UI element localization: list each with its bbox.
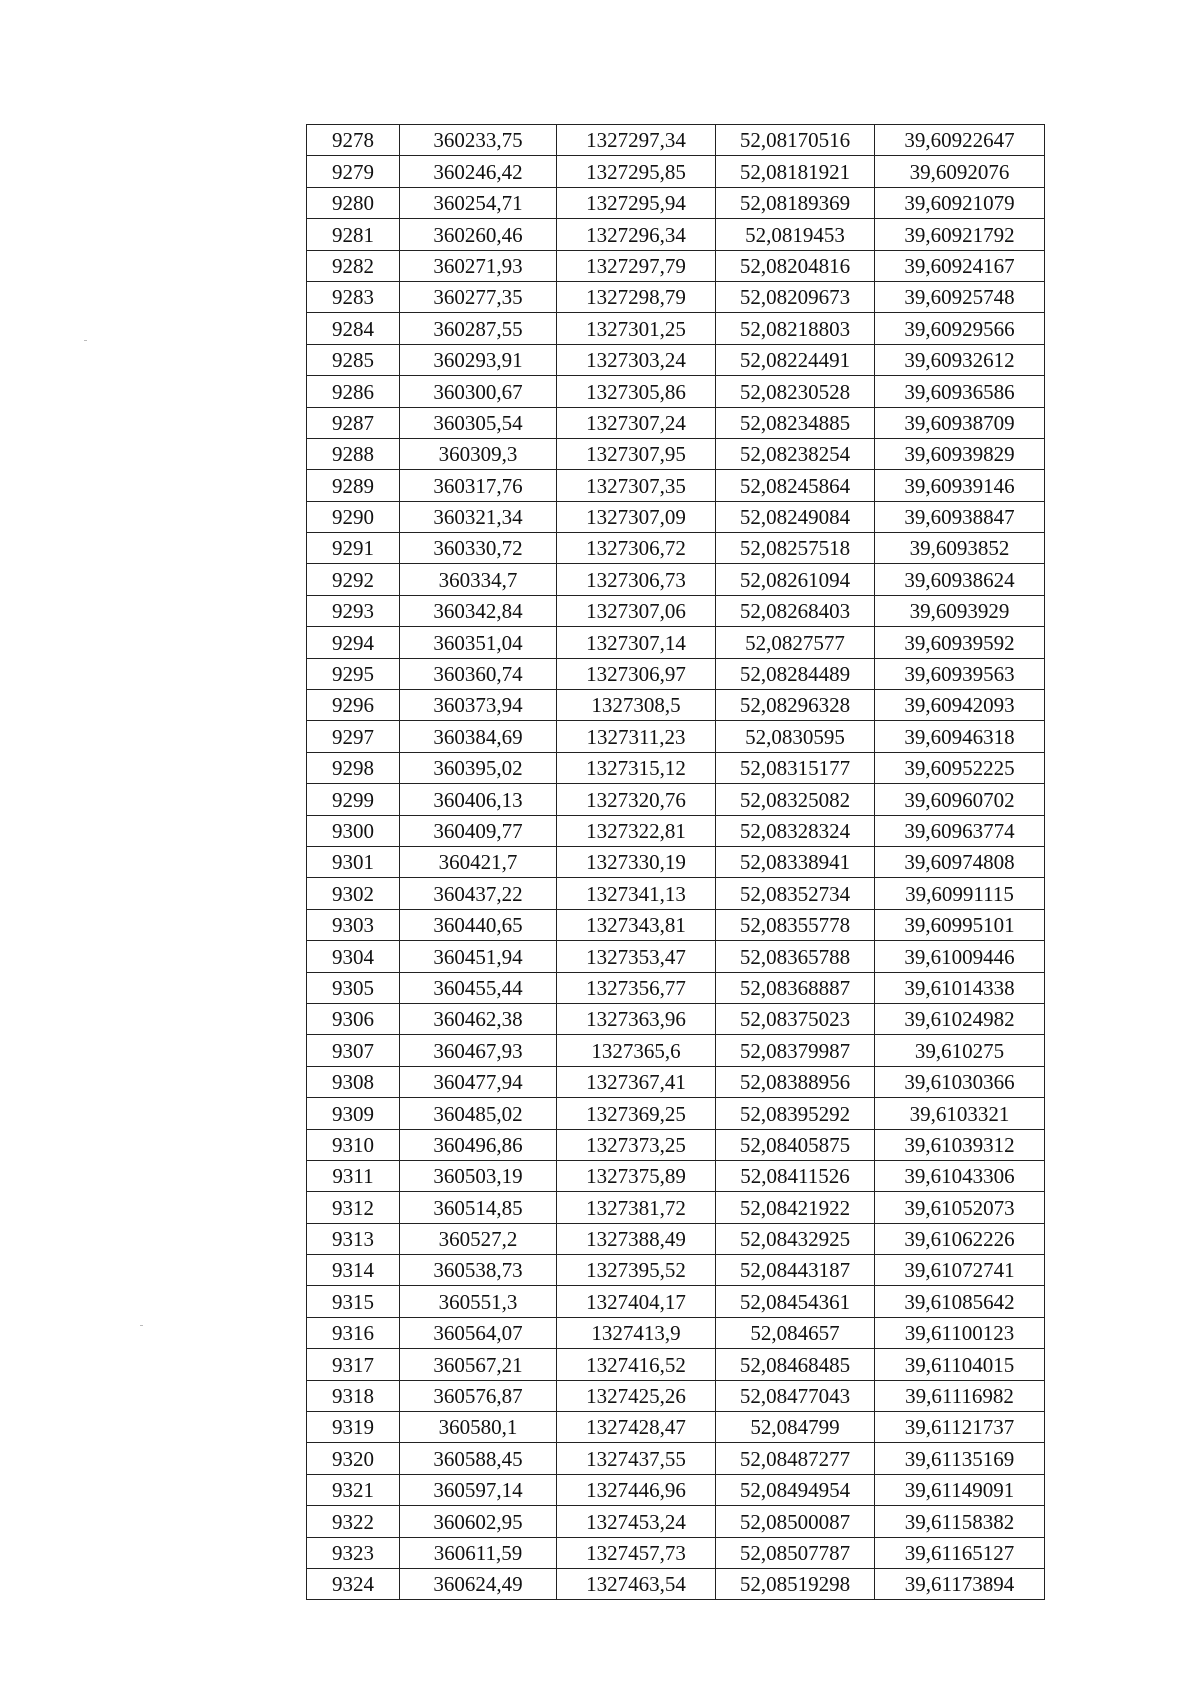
table-row: [307, 752, 1045, 783]
point-number-cell: 9323: [307, 1537, 400, 1568]
x-coordinate-cell: 360260,46: [400, 219, 557, 250]
table-row: [307, 1349, 1045, 1380]
latitude-cell: 52,08352734: [716, 878, 875, 909]
longitude-cell: 39,61100123: [875, 1317, 1045, 1348]
point-number-cell: 9303: [307, 909, 400, 940]
table-row: [307, 595, 1045, 626]
latitude-cell: 52,08328324: [716, 815, 875, 846]
point-number-cell: 9313: [307, 1223, 400, 1254]
longitude-cell: 39,61121737: [875, 1412, 1045, 1443]
longitude-cell: 39,61030366: [875, 1066, 1045, 1097]
latitude-cell: 52,0830595: [716, 721, 875, 752]
y-coordinate-cell: 1327307,14: [557, 627, 716, 658]
longitude-cell: 39,61149091: [875, 1474, 1045, 1505]
table-row: [307, 313, 1045, 344]
table-row: [307, 878, 1045, 909]
y-coordinate-cell: 1327306,97: [557, 658, 716, 689]
y-coordinate-cell: 1327367,41: [557, 1066, 716, 1097]
x-coordinate-cell: 360406,13: [400, 784, 557, 815]
point-number-cell: 9287: [307, 407, 400, 438]
latitude-cell: 52,08234885: [716, 407, 875, 438]
latitude-cell: 52,08204816: [716, 250, 875, 281]
latitude-cell: 52,08284489: [716, 658, 875, 689]
latitude-cell: 52,08296328: [716, 690, 875, 721]
point-number-cell: 9301: [307, 846, 400, 877]
point-number-cell: 9317: [307, 1349, 400, 1380]
x-coordinate-cell: 360287,55: [400, 313, 557, 344]
point-number-cell: 9315: [307, 1286, 400, 1317]
table-row: [307, 1160, 1045, 1191]
longitude-cell: 39,60939592: [875, 627, 1045, 658]
longitude-cell: 39,60995101: [875, 909, 1045, 940]
longitude-cell: 39,60946318: [875, 721, 1045, 752]
x-coordinate-cell: 360462,38: [400, 1003, 557, 1034]
y-coordinate-cell: 1327296,34: [557, 219, 716, 250]
table-row: [307, 407, 1045, 438]
latitude-cell: 52,08249084: [716, 501, 875, 532]
point-number-cell: 9320: [307, 1443, 400, 1474]
latitude-cell: 52,08507787: [716, 1537, 875, 1568]
y-coordinate-cell: 1327295,94: [557, 187, 716, 218]
x-coordinate-cell: 360309,3: [400, 438, 557, 469]
x-coordinate-cell: 360485,02: [400, 1098, 557, 1129]
latitude-cell: 52,08477043: [716, 1380, 875, 1411]
x-coordinate-cell: 360373,94: [400, 690, 557, 721]
x-coordinate-cell: 360305,54: [400, 407, 557, 438]
coordinate-table-body: [307, 125, 1045, 1600]
x-coordinate-cell: 360567,21: [400, 1349, 557, 1380]
latitude-cell: 52,08388956: [716, 1066, 875, 1097]
y-coordinate-cell: 1327395,52: [557, 1255, 716, 1286]
scan-speck: [140, 1325, 143, 1326]
y-coordinate-cell: 1327369,25: [557, 1098, 716, 1129]
x-coordinate-cell: 360421,7: [400, 846, 557, 877]
x-coordinate-cell: 360527,2: [400, 1223, 557, 1254]
latitude-cell: 52,08338941: [716, 846, 875, 877]
x-coordinate-cell: 360514,85: [400, 1192, 557, 1223]
table-row: [307, 1412, 1045, 1443]
point-number-cell: 9308: [307, 1066, 400, 1097]
y-coordinate-cell: 1327307,06: [557, 595, 716, 626]
point-number-cell: 9305: [307, 972, 400, 1003]
longitude-cell: 39,61104015: [875, 1349, 1045, 1380]
longitude-cell: 39,61062226: [875, 1223, 1045, 1254]
table-row: [307, 1098, 1045, 1129]
point-number-cell: 9298: [307, 752, 400, 783]
longitude-cell: 39,61024982: [875, 1003, 1045, 1034]
point-number-cell: 9289: [307, 470, 400, 501]
latitude-cell: 52,08325082: [716, 784, 875, 815]
longitude-cell: 39,6103321: [875, 1098, 1045, 1129]
table-row: [307, 470, 1045, 501]
y-coordinate-cell: 1327306,73: [557, 564, 716, 595]
y-coordinate-cell: 1327365,6: [557, 1035, 716, 1066]
latitude-cell: 52,084799: [716, 1412, 875, 1443]
longitude-cell: 39,61158382: [875, 1506, 1045, 1537]
x-coordinate-cell: 360624,49: [400, 1568, 557, 1599]
table-row: [307, 784, 1045, 815]
latitude-cell: 52,08257518: [716, 533, 875, 564]
point-number-cell: 9318: [307, 1380, 400, 1411]
point-number-cell: 9316: [307, 1317, 400, 1348]
x-coordinate-cell: 360564,07: [400, 1317, 557, 1348]
point-number-cell: 9312: [307, 1192, 400, 1223]
x-coordinate-cell: 360440,65: [400, 909, 557, 940]
latitude-cell: 52,08454361: [716, 1286, 875, 1317]
latitude-cell: 52,08189369: [716, 187, 875, 218]
y-coordinate-cell: 1327322,81: [557, 815, 716, 846]
y-coordinate-cell: 1327353,47: [557, 941, 716, 972]
y-coordinate-cell: 1327416,52: [557, 1349, 716, 1380]
point-number-cell: 9290: [307, 501, 400, 532]
x-coordinate-cell: 360254,71: [400, 187, 557, 218]
latitude-cell: 52,08379987: [716, 1035, 875, 1066]
table-row: [307, 219, 1045, 250]
longitude-cell: 39,61072741: [875, 1255, 1045, 1286]
y-coordinate-cell: 1327306,72: [557, 533, 716, 564]
longitude-cell: 39,61173894: [875, 1568, 1045, 1599]
longitude-cell: 39,60932612: [875, 344, 1045, 375]
table-row: [307, 1192, 1045, 1223]
table-row: [307, 909, 1045, 940]
y-coordinate-cell: 1327446,96: [557, 1474, 716, 1505]
x-coordinate-cell: 360602,95: [400, 1506, 557, 1537]
latitude-cell: 52,08421922: [716, 1192, 875, 1223]
point-number-cell: 9324: [307, 1568, 400, 1599]
point-number-cell: 9285: [307, 344, 400, 375]
x-coordinate-cell: 360611,59: [400, 1537, 557, 1568]
longitude-cell: 39,60952225: [875, 752, 1045, 783]
x-coordinate-cell: 360551,3: [400, 1286, 557, 1317]
point-number-cell: 9286: [307, 376, 400, 407]
latitude-cell: 52,08500087: [716, 1506, 875, 1537]
longitude-cell: 39,60942093: [875, 690, 1045, 721]
latitude-cell: 52,0819453: [716, 219, 875, 250]
latitude-cell: 52,08365788: [716, 941, 875, 972]
latitude-cell: 52,08170516: [716, 125, 875, 156]
longitude-cell: 39,60938709: [875, 407, 1045, 438]
point-number-cell: 9283: [307, 281, 400, 312]
x-coordinate-cell: 360503,19: [400, 1160, 557, 1191]
point-number-cell: 9292: [307, 564, 400, 595]
point-number-cell: 9310: [307, 1129, 400, 1160]
table-row: [307, 815, 1045, 846]
latitude-cell: 52,084657: [716, 1317, 875, 1348]
table-row: [307, 690, 1045, 721]
longitude-cell: 39,60921792: [875, 219, 1045, 250]
latitude-cell: 52,08230528: [716, 376, 875, 407]
table-row: [307, 344, 1045, 375]
longitude-cell: 39,60929566: [875, 313, 1045, 344]
x-coordinate-cell: 360477,94: [400, 1066, 557, 1097]
table-row: [307, 1568, 1045, 1599]
x-coordinate-cell: 360538,73: [400, 1255, 557, 1286]
y-coordinate-cell: 1327425,26: [557, 1380, 716, 1411]
longitude-cell: 39,61052073: [875, 1192, 1045, 1223]
latitude-cell: 52,08411526: [716, 1160, 875, 1191]
table-row: [307, 501, 1045, 532]
latitude-cell: 52,08238254: [716, 438, 875, 469]
longitude-cell: 39,6092076: [875, 156, 1045, 187]
x-coordinate-cell: 360300,67: [400, 376, 557, 407]
table-row: [307, 658, 1045, 689]
latitude-cell: 52,08245864: [716, 470, 875, 501]
table-row: [307, 1537, 1045, 1568]
longitude-cell: 39,60960702: [875, 784, 1045, 815]
latitude-cell: 52,08368887: [716, 972, 875, 1003]
y-coordinate-cell: 1327375,89: [557, 1160, 716, 1191]
latitude-cell: 52,08209673: [716, 281, 875, 312]
x-coordinate-cell: 360271,93: [400, 250, 557, 281]
table-row: [307, 1380, 1045, 1411]
x-coordinate-cell: 360360,74: [400, 658, 557, 689]
table-row: [307, 721, 1045, 752]
y-coordinate-cell: 1327297,34: [557, 125, 716, 156]
coordinate-table: [306, 124, 1045, 1600]
x-coordinate-cell: 360277,35: [400, 281, 557, 312]
x-coordinate-cell: 360293,91: [400, 344, 557, 375]
x-coordinate-cell: 360233,75: [400, 125, 557, 156]
point-number-cell: 9288: [307, 438, 400, 469]
latitude-cell: 52,08375023: [716, 1003, 875, 1034]
latitude-cell: 52,08494954: [716, 1474, 875, 1505]
y-coordinate-cell: 1327343,81: [557, 909, 716, 940]
longitude-cell: 39,6093929: [875, 595, 1045, 626]
longitude-cell: 39,61116982: [875, 1380, 1045, 1411]
scan-speck: [84, 340, 87, 341]
point-number-cell: 9309: [307, 1098, 400, 1129]
y-coordinate-cell: 1327295,85: [557, 156, 716, 187]
table-row: [307, 156, 1045, 187]
longitude-cell: 39,60939829: [875, 438, 1045, 469]
longitude-cell: 39,61039312: [875, 1129, 1045, 1160]
longitude-cell: 39,61135169: [875, 1443, 1045, 1474]
point-number-cell: 9278: [307, 125, 400, 156]
y-coordinate-cell: 1327307,35: [557, 470, 716, 501]
table-row: [307, 376, 1045, 407]
latitude-cell: 52,08355778: [716, 909, 875, 940]
x-coordinate-cell: 360437,22: [400, 878, 557, 909]
latitude-cell: 52,08395292: [716, 1098, 875, 1129]
longitude-cell: 39,61014338: [875, 972, 1045, 1003]
table-row: [307, 250, 1045, 281]
x-coordinate-cell: 360334,7: [400, 564, 557, 595]
y-coordinate-cell: 1327307,09: [557, 501, 716, 532]
table-row: [307, 125, 1045, 156]
latitude-cell: 52,08519298: [716, 1568, 875, 1599]
longitude-cell: 39,60938624: [875, 564, 1045, 595]
latitude-cell: 52,08487277: [716, 1443, 875, 1474]
y-coordinate-cell: 1327303,24: [557, 344, 716, 375]
y-coordinate-cell: 1327388,49: [557, 1223, 716, 1254]
point-number-cell: 9304: [307, 941, 400, 972]
x-coordinate-cell: 360451,94: [400, 941, 557, 972]
point-number-cell: 9282: [307, 250, 400, 281]
y-coordinate-cell: 1327298,79: [557, 281, 716, 312]
latitude-cell: 52,08268403: [716, 595, 875, 626]
point-number-cell: 9322: [307, 1506, 400, 1537]
longitude-cell: 39,61009446: [875, 941, 1045, 972]
x-coordinate-cell: 360588,45: [400, 1443, 557, 1474]
longitude-cell: 39,610275: [875, 1035, 1045, 1066]
longitude-cell: 39,60991115: [875, 878, 1045, 909]
longitude-cell: 39,60924167: [875, 250, 1045, 281]
y-coordinate-cell: 1327428,47: [557, 1412, 716, 1443]
point-number-cell: 9307: [307, 1035, 400, 1066]
x-coordinate-cell: 360580,1: [400, 1412, 557, 1443]
latitude-cell: 52,08224491: [716, 344, 875, 375]
table-row: [307, 1286, 1045, 1317]
x-coordinate-cell: 360330,72: [400, 533, 557, 564]
table-row: [307, 533, 1045, 564]
table-row: [307, 846, 1045, 877]
longitude-cell: 39,60936586: [875, 376, 1045, 407]
table-row: [307, 564, 1045, 595]
y-coordinate-cell: 1327404,17: [557, 1286, 716, 1317]
point-number-cell: 9280: [307, 187, 400, 218]
point-number-cell: 9296: [307, 690, 400, 721]
table-row: [307, 627, 1045, 658]
y-coordinate-cell: 1327373,25: [557, 1129, 716, 1160]
latitude-cell: 52,08261094: [716, 564, 875, 595]
latitude-cell: 52,08405875: [716, 1129, 875, 1160]
point-number-cell: 9321: [307, 1474, 400, 1505]
table-row: [307, 187, 1045, 218]
y-coordinate-cell: 1327363,96: [557, 1003, 716, 1034]
y-coordinate-cell: 1327413,9: [557, 1317, 716, 1348]
point-number-cell: 9300: [307, 815, 400, 846]
table-row: [307, 1129, 1045, 1160]
y-coordinate-cell: 1327356,77: [557, 972, 716, 1003]
x-coordinate-cell: 360409,77: [400, 815, 557, 846]
longitude-cell: 39,60974808: [875, 846, 1045, 877]
longitude-cell: 39,6093852: [875, 533, 1045, 564]
table-row: [307, 1066, 1045, 1097]
latitude-cell: 52,08432925: [716, 1223, 875, 1254]
x-coordinate-cell: 360496,86: [400, 1129, 557, 1160]
x-coordinate-cell: 360384,69: [400, 721, 557, 752]
x-coordinate-cell: 360342,84: [400, 595, 557, 626]
longitude-cell: 39,61085642: [875, 1286, 1045, 1317]
latitude-cell: 52,08181921: [716, 156, 875, 187]
y-coordinate-cell: 1327437,55: [557, 1443, 716, 1474]
longitude-cell: 39,60939146: [875, 470, 1045, 501]
y-coordinate-cell: 1327320,76: [557, 784, 716, 815]
longitude-cell: 39,60939563: [875, 658, 1045, 689]
y-coordinate-cell: 1327463,54: [557, 1568, 716, 1599]
table-row: [307, 1443, 1045, 1474]
y-coordinate-cell: 1327453,24: [557, 1506, 716, 1537]
y-coordinate-cell: 1327315,12: [557, 752, 716, 783]
point-number-cell: 9291: [307, 533, 400, 564]
y-coordinate-cell: 1327308,5: [557, 690, 716, 721]
y-coordinate-cell: 1327457,73: [557, 1537, 716, 1568]
table-row: [307, 1317, 1045, 1348]
table-row: [307, 1506, 1045, 1537]
x-coordinate-cell: 360246,42: [400, 156, 557, 187]
point-number-cell: 9319: [307, 1412, 400, 1443]
point-number-cell: 9281: [307, 219, 400, 250]
x-coordinate-cell: 360351,04: [400, 627, 557, 658]
latitude-cell: 52,0827577: [716, 627, 875, 658]
point-number-cell: 9314: [307, 1255, 400, 1286]
y-coordinate-cell: 1327305,86: [557, 376, 716, 407]
table-row: [307, 941, 1045, 972]
x-coordinate-cell: 360455,44: [400, 972, 557, 1003]
table-row: [307, 972, 1045, 1003]
table-row: [307, 1223, 1045, 1254]
latitude-cell: 52,08315177: [716, 752, 875, 783]
latitude-cell: 52,08218803: [716, 313, 875, 344]
longitude-cell: 39,60925748: [875, 281, 1045, 312]
table-row: [307, 1003, 1045, 1034]
longitude-cell: 39,60938847: [875, 501, 1045, 532]
point-number-cell: 9295: [307, 658, 400, 689]
table-row: [307, 281, 1045, 312]
x-coordinate-cell: 360395,02: [400, 752, 557, 783]
longitude-cell: 39,60921079: [875, 187, 1045, 218]
y-coordinate-cell: 1327307,95: [557, 438, 716, 469]
y-coordinate-cell: 1327381,72: [557, 1192, 716, 1223]
point-number-cell: 9294: [307, 627, 400, 658]
point-number-cell: 9306: [307, 1003, 400, 1034]
x-coordinate-cell: 360597,14: [400, 1474, 557, 1505]
table-row: [307, 438, 1045, 469]
point-number-cell: 9279: [307, 156, 400, 187]
latitude-cell: 52,08468485: [716, 1349, 875, 1380]
x-coordinate-cell: 360576,87: [400, 1380, 557, 1411]
longitude-cell: 39,60922647: [875, 125, 1045, 156]
y-coordinate-cell: 1327330,19: [557, 846, 716, 877]
longitude-cell: 39,61165127: [875, 1537, 1045, 1568]
table-row: [307, 1474, 1045, 1505]
point-number-cell: 9299: [307, 784, 400, 815]
point-number-cell: 9297: [307, 721, 400, 752]
x-coordinate-cell: 360317,76: [400, 470, 557, 501]
point-number-cell: 9302: [307, 878, 400, 909]
latitude-cell: 52,08443187: [716, 1255, 875, 1286]
y-coordinate-cell: 1327307,24: [557, 407, 716, 438]
table-row: [307, 1035, 1045, 1066]
y-coordinate-cell: 1327311,23: [557, 721, 716, 752]
y-coordinate-cell: 1327341,13: [557, 878, 716, 909]
point-number-cell: 9284: [307, 313, 400, 344]
longitude-cell: 39,61043306: [875, 1160, 1045, 1191]
x-coordinate-cell: 360321,34: [400, 501, 557, 532]
point-number-cell: 9293: [307, 595, 400, 626]
y-coordinate-cell: 1327301,25: [557, 313, 716, 344]
longitude-cell: 39,60963774: [875, 815, 1045, 846]
y-coordinate-cell: 1327297,79: [557, 250, 716, 281]
x-coordinate-cell: 360467,93: [400, 1035, 557, 1066]
point-number-cell: 9311: [307, 1160, 400, 1191]
table-row: [307, 1255, 1045, 1286]
